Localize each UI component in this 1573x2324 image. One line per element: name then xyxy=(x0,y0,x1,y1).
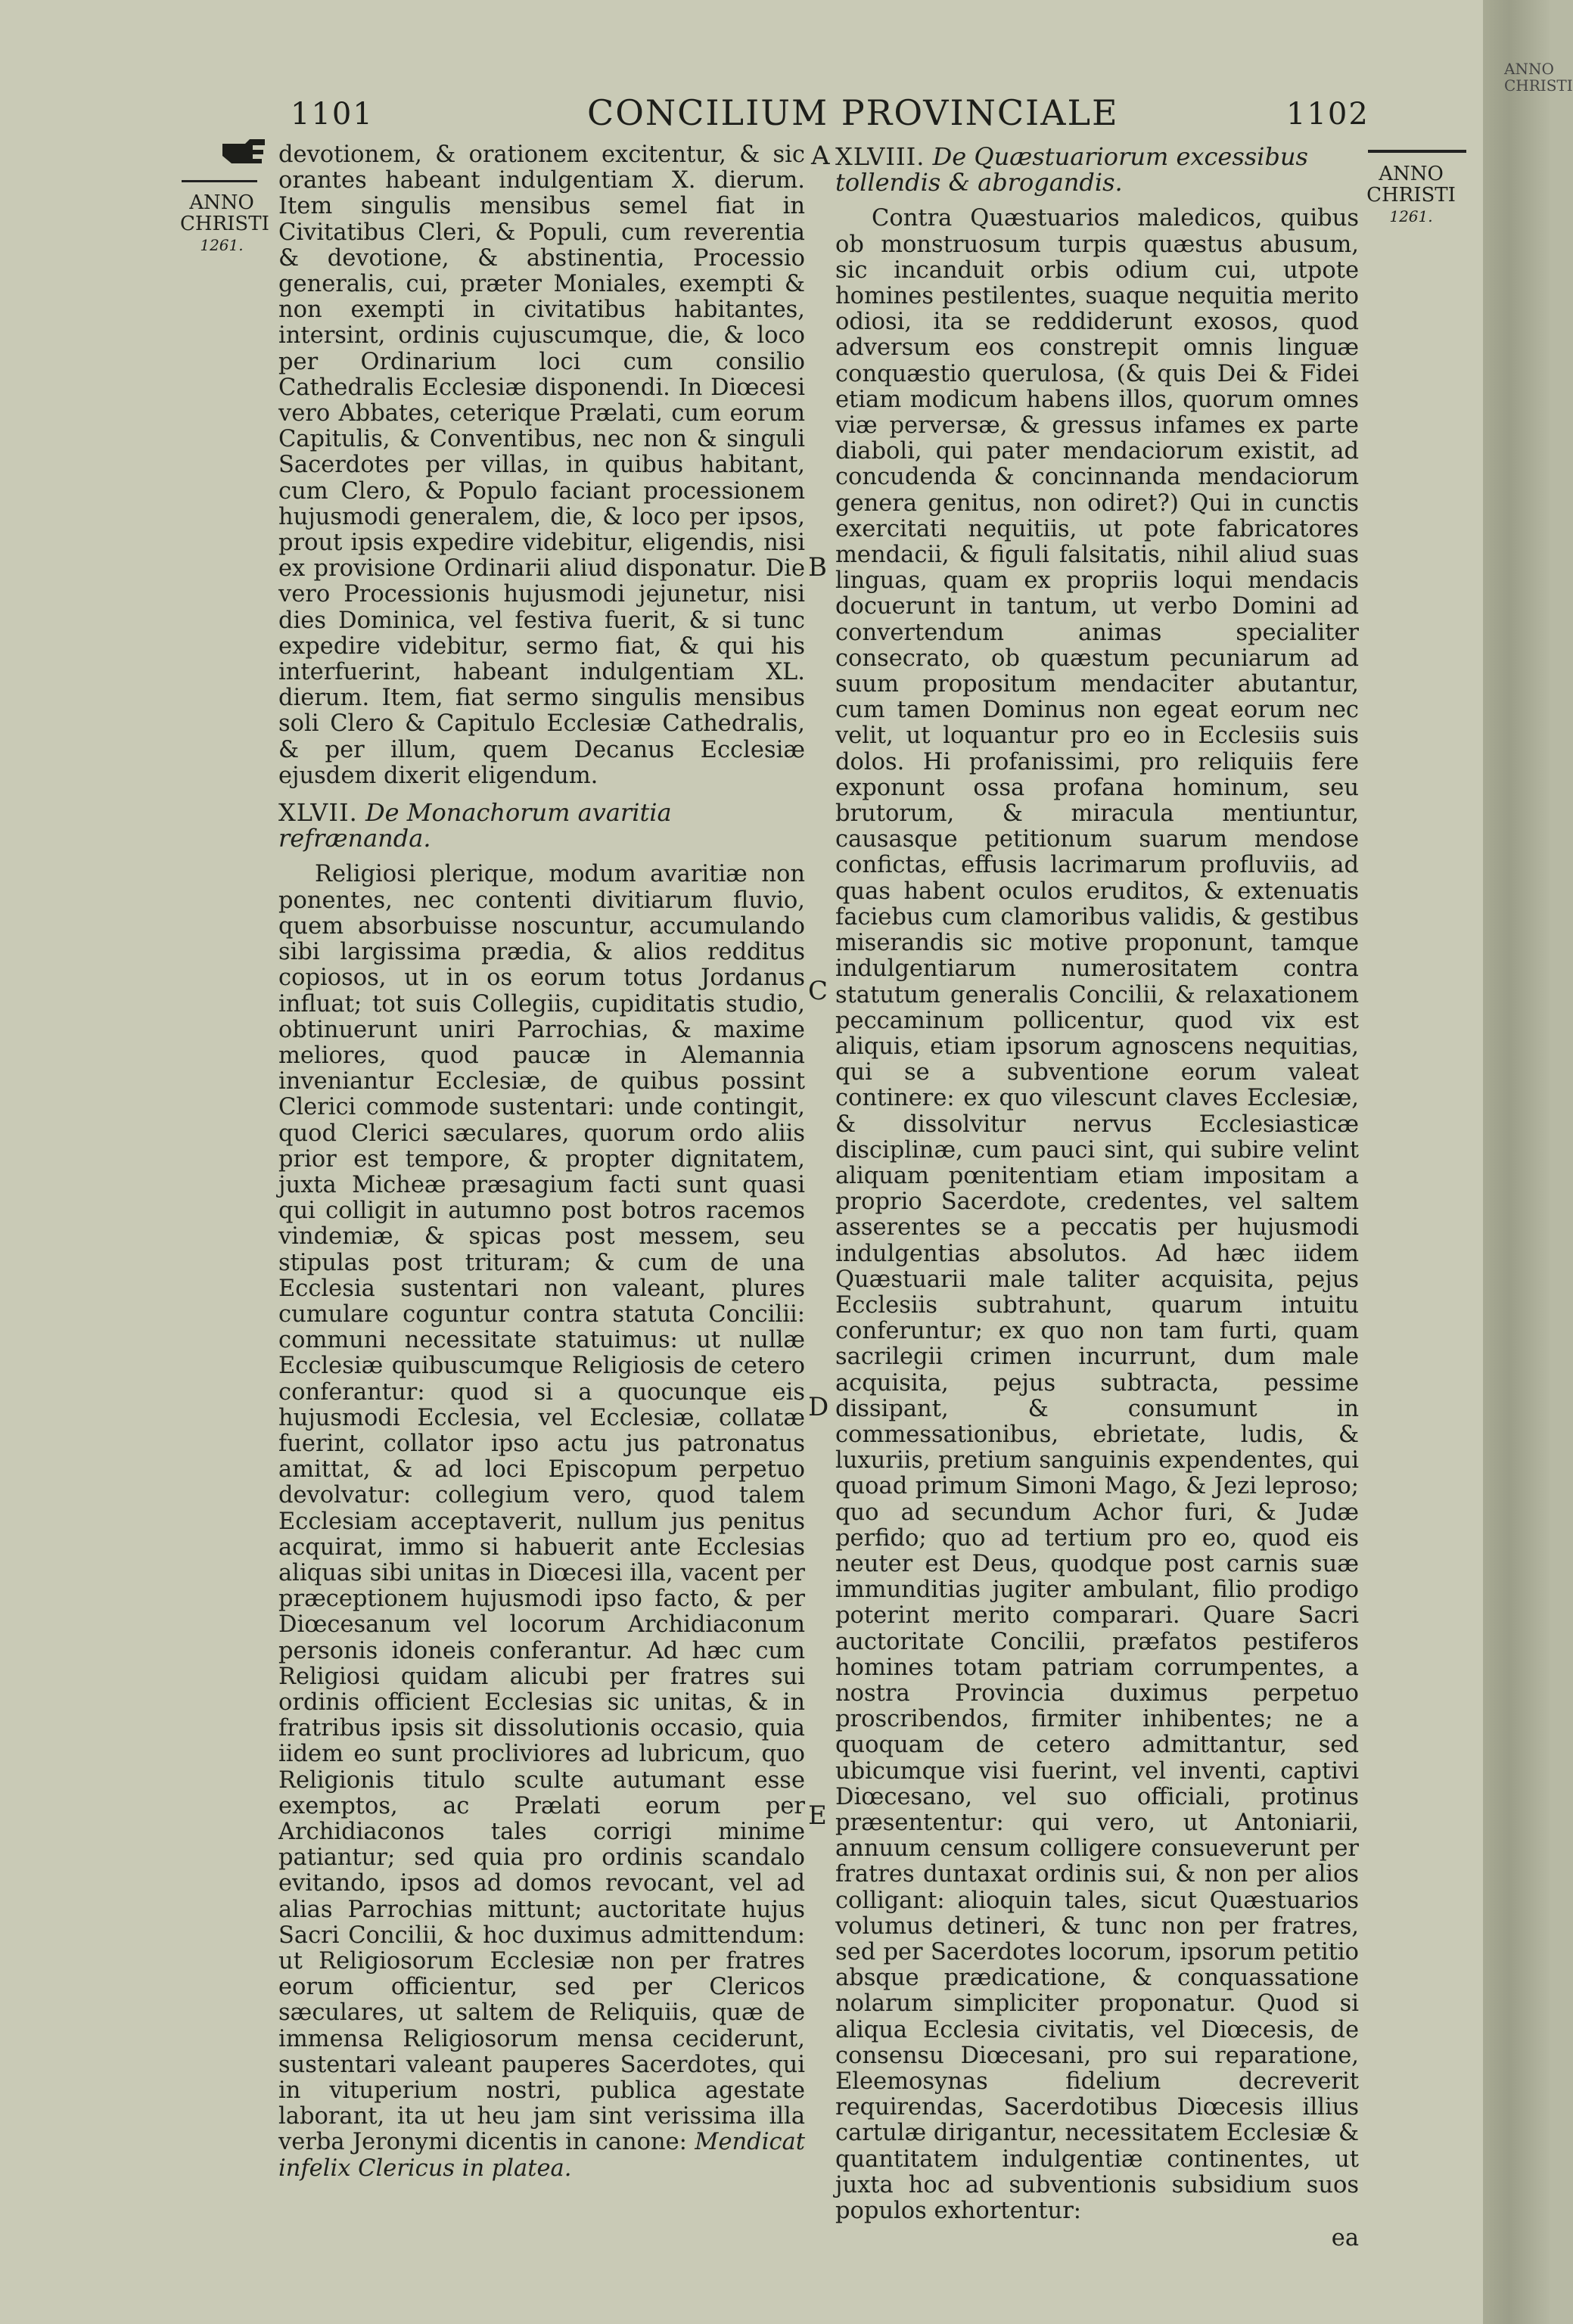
margin-year: 1261. xyxy=(1389,207,1433,225)
margin-rule-left xyxy=(182,180,257,182)
page-edge xyxy=(1483,0,1573,2324)
section-letter-a: A xyxy=(811,141,830,171)
chapter-body-text: Religiosi plerique, modum avaritiæ non ponentes, nec contenti divitiarum fluvio, quem absorbuisse noscuntur, accumulando sibi largissima prædia, & alios redditus copiosos, ut in os eorum totus Jordanus influat; tot suis Collegiis, cupiditatis studio, obtinuerunt uniri Parrochias, & maxime meliores, quod paucæ in Alemannia inveniantur Ecclesiæ, de quibus possint Clerici commode sustentari: unde contingit, quod Clerici sæculares, quorum ordo aliis prior est tempore, & propter dignitatem, juxta Micheæ præsagium facti sunt quasi qui colligit in autumno post botros racemos vindemiæ, & spicas post messem, seu stipulas post trituram; & cum de una Ecclesia sustentari non valeant, plures cumulare coguntur contra statuta Concilii: communi necessitate statuimus: ut nullæ Ecclesiæ quibuscumque Religiosis de cetero conferantur: quod si a quocunque eis hujusmodi Ecclesia, vel Ecclesiæ, collatæ fuerint, collator ipso actu jus patronatus amittat, & ad loci Episcopum perpetuo devolvatur: collegium vero, quod talem Ecclesiam acceptaverit, nullum jus penitus acquirat, immo si habuerit ante Ecclesias aliquas sibi unitas in Diœcesi illa, vacent per præceptionem hujusmodi ipso facto, & per Diœcesanum vel locorum Archidiaconum personis idoneis conferantur. Ad hæc cum Religiosi quidam alicubi per fratres sui ordinis officient Ecclesias sic unitas, & in fratribus ipsis sit dissolutionis occasio, quia iidem eo sunt procliviores ad lubricum, quo Religionis titulo sculte autumant esse exemptos, ac Prælati eorum per Archidiaconos tales corrigi minime patiantur; sed quia pro ordinis scandalo evitando, ipsos ad domos revocant, vel ad alias Parrochias mittunt; auctoritate hujus Sacri Concilii, & hoc duximus admittendum: ut Religiosorum Ecclesiæ non per fratres eorum officientur, sed per Clericos sæculares, ut saltem de Reliquiis, quæ de immensa Religiosorum mensa ceciderunt, sustentari valeant pauperes Sacerdotes, qui in vituperium nostri, publica agestate laborant, ita ut heu jam sint verissima illa verba Jeronymi dicentis in canone: xyxy=(278,861,805,2156)
chapter-heading-xlvii xyxy=(278,800,805,851)
margin-year-note-left xyxy=(180,191,269,256)
closing-quotation: Mendicat infelix Clericus in platea. xyxy=(278,2129,805,2182)
chapter-body: Contra Quæstuarios maledicos, quibus ob monstruosum turpis quæstus abusum, sic incanduit orbis odium cui, utpote homines pestilentes, suaque nequitia merito odiosi, ita se reddiderunt exosos, quod adversum eos constrepit omnis linguæ conquæstio querulosa, (& quis Dei & Fidei etiam modicum habens illos, quorum omnes viæ perversæ, & gressus infames ex parte diaboli, qui pater mendaciorum existit, ad concudenda & concinnanda mendaciorum genera genitus, non odiret?) Qui in cunctis exercitati nequitiis, ut pote fabricatores mendacii, & figuli falsitatis, nihil aliud suas linguas, quam ex propriis loqui mendacis docuerunt in tantum, ut verbo Domini ad convertendum animas specialiter consecrato, ob quæstum pecuniarum ad suum propositum mendaciter abutantur, cum tamen Dominus non egeat eorum nec velit, ut loquantur pro eo in Ecclesiis suis dolos. Hi profanissimi, pro reliquiis fere exponunt ossa profana hominum, seu brutorum, & miracula mentiuntur, causasque petitionum suarum mendose confictas, effusis lacrimarum profluviis, ad quas habent oculos eruditos, & extenuatis faciebus cum clamoribus validis, & gestibus miserandis sic motive proponunt, tamque indulgentiarum numerositatem contra statutum generalis Concilii, & relaxationem peccaminum pollicentur, quod vix est aliquis, etiam ipsorum agnoscens nequitias, qui se a subventione eorum valeat continere: ex quo vilescunt claves Ecclesiæ, & dissolvitur nervus Ecclesiasticæ disciplinæ, cum pauci sint, qui subire velint aliquam pœnitentiam etiam impositam a proprio Sacerdote, credentes, vel saltem asserentes se a peccatis per hujusmodi indulgentias absolutos. Ad hæc iidem Quæstuarii male taliter acquisita, pejus Ecclesiis subtrahunt, quarum intuitu conferuntur; ex quo non tam furti, quam sacrilegii crimen incurrunt, dum male acquisita, pejus subtracta, pessime dissipant, & consumunt in commessationibus, ebrietate, ludis, & luxuriis, pretium sanguinis expendentes, qui quoad primum Simoni Mago, & Jezi leproso; quo ad secundum Achor furi, & Judæ perfido; quo ad tertium pro eo, quod eis neuter est Deus, quodque post carnis suæ immunditias jugiter ambulant, filio prodigo poterint merito comparari. Quare Sacri auctoritate Concilii, præfatos pestiferos homines totam patriam corrumpentes, a nostra Provincia duximus perpetuo proscribendos, firmiter inhibentes; ne a quoquam de cetero admittantur, sed ubicumque visi fuerint, vel inventi, captivi Diœcesano, vel suo officiali, protinus præsententur: qui vero, ut Antoniarii, annuum censum colligere consueverunt per fratres duntaxat ordinis sui, & non per alios colligant: alioquin tales, sicut Quæstuarios volumus detineri, & tunc non per fratres, sed per Sacerdotes locorum, ipsorum petitio absque prædicatione, & conquassatione nolarum simpliciter proponatur. Quod si aliqua Ecclesia civitatis, vel Diœcesis, de consensu Diœcesani, pro sui reparatione, Eleemosynas fidelium decreverit requirendas, Sacerdotibus Diœcesis illius cartulæ dirigantur, necessitatem Ecclesiæ & quantitatem indulgentiæ continentes, ut juxta hoc ad subventionis subsidium suos populos exhortentur: xyxy=(835,205,1359,2225)
chapter-number: XLVII. xyxy=(278,798,358,828)
pointing-hand-icon xyxy=(219,136,268,166)
margin-rule-right xyxy=(1368,150,1466,153)
chapter-body xyxy=(278,862,805,2181)
running-header xyxy=(0,92,1483,142)
section-letter-c: C xyxy=(808,976,828,1006)
edge-marginal-text: ANNO CHRISTI xyxy=(1504,60,1573,95)
margin-anno-label: ANNO xyxy=(189,191,254,214)
catchword: ea xyxy=(1331,2225,1359,2252)
chapter-title: De Monachorum avaritia refrænanda. xyxy=(278,798,672,853)
chapter-title: De Quæstuariorum excessibus tollendis & abrogandis. xyxy=(835,142,1308,197)
chapter-number: XLVIII. xyxy=(835,142,925,171)
margin-christi-label: CHRISTI xyxy=(1366,184,1456,207)
intro-paragraph: devotionem, & orationem excitentur, & sic orantes habeant indulgentiam X. dierum. Item singulis mensibus semel fiat in Civitatibus Cleri, & Populi, cum reverentia & devotione, & abstinentia, Processio generalis, cui, præter Moniales, exempti & non exempti in civitatibus habitantes, intersint, ordinis cujuscumque, die, & loco per Ordinarium loci cum consilio Cathedralis Ecclesiæ disponendi. In Diœcesi vero Abbates, ceterique Prælati, cum eorum Capitulis, & Conventibus, nec non & singuli Sacerdotes per villas, in quibus habitant, cum Clero, & Populo faciant processionem hujusmodi generalem, die, & loco per ipsos, prout ipsis expedire videbitur, eligendis, nisi ex provisione Ordinarii aliud disponatur. Die vero Processionis hujusmodi jejunetur, nisi dies Dominica, vel festiva fuerit, & si tunc expedire videbitur, sermo fiat, & qui his interfuerint, habeant indulgentiam XL. dierum. Item, fiat sermo singulis mensibus soli Clero & Capitulo Ecclesiæ Cathedralis, & per illum, quem Decanus Ecclesiæ ejusdem dixerit eligendum. xyxy=(278,141,805,789)
margin-christi-label: CHRISTI xyxy=(180,213,269,235)
chapter-heading-xlviii xyxy=(835,144,1359,195)
margin-year: 1261. xyxy=(200,236,244,254)
right-page-number: 1102 xyxy=(1286,97,1369,132)
margin-anno-label: ANNO xyxy=(1379,163,1444,185)
left-column xyxy=(278,142,805,2182)
section-letter-e: E xyxy=(808,1800,827,1831)
section-letter-b: B xyxy=(808,552,827,583)
section-letter-d: D xyxy=(808,1392,829,1422)
right-column xyxy=(835,142,1359,2251)
margin-year-note-right xyxy=(1362,163,1460,227)
running-title: CONCILIUM PROVINCIALE xyxy=(587,92,1119,133)
left-page-number: 1101 xyxy=(291,97,374,132)
